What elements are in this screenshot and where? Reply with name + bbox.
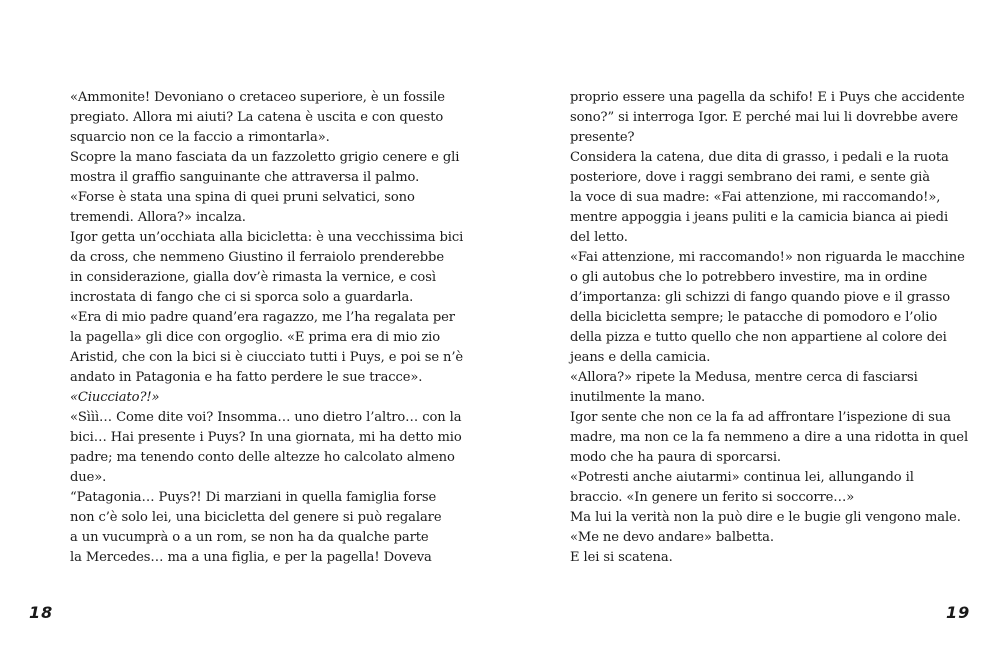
text-line: Considera la catena, due dita di grasso, i pedali e la ruota xyxy=(570,150,949,165)
text-line: andato in Patagonia e ha fatto perdere le sue tracce». xyxy=(70,370,423,385)
text-line: Igor sente che non ce la fa ad affrontare l’ispezione di sua xyxy=(570,410,951,425)
text-line: d’importanza: gli schizzi di fango quando piove e il grasso xyxy=(570,290,950,305)
text-line: della bicicletta sempre; le patacche di pomodoro e l’olio xyxy=(570,310,938,325)
text-line: Aristid, che con la bici si è ciucciato tutti i Puys, e poi se n’è xyxy=(70,350,464,365)
text-line: in considerazione, gialla dov’è rimasta la vernice, e così xyxy=(70,270,436,285)
text-line: pregiato. Allora mi aiuti? La catena è uscita e con questo xyxy=(70,110,444,125)
text-line: mentre appoggia i jeans puliti e la camicia bianca ai piedi xyxy=(570,210,949,225)
text-line: la voce di sua madre: «Fai attenzione, mi raccomando!», xyxy=(570,190,941,205)
text-line: la Mercedes… ma a una figlia, e per la pagella! Doveva xyxy=(70,550,432,565)
text-line: due». xyxy=(70,470,107,485)
text-line: mostra il graffio sanguinante che attraversa il palmo. xyxy=(70,170,420,185)
text-line: inutilmente la mano. xyxy=(570,390,706,405)
text-line: Ma lui la verità non la può dire e le bugie gli vengono male. xyxy=(570,510,961,525)
text-line: squarcio non ce la faccio a rimontarla». xyxy=(70,130,330,145)
left-text-column xyxy=(70,88,464,568)
text-line: presente? xyxy=(570,130,635,145)
text-line: modo che ha paura di sporcarsi. xyxy=(570,450,781,465)
text-line: posteriore, dove i raggi sembrano dei rami, e sente già xyxy=(570,170,930,185)
text-line: non c’è solo lei, una bicicletta del genere si può regalare xyxy=(70,510,442,525)
text-line: «Fai attenzione, mi raccomando!» non riguarda le macchine xyxy=(570,250,965,265)
text-line: da cross, che nemmeno Giustino il ferraiolo prenderebbe xyxy=(70,250,444,265)
text-line: sono?” si interroga Igor. E perché mai lui li dovrebbe avere xyxy=(570,110,959,125)
text-line: della pizza e tutto quello che non appartiene al colore dei xyxy=(570,330,947,345)
text-line: «Ammonite! Devoniano o cretaceo superiore, è un fossile xyxy=(70,90,445,105)
text-line: Igor getta un’occhiata alla bicicletta: è una vecchissima bici xyxy=(70,230,464,245)
text-line: madre, ma non ce la fa nemmeno a dire a una ridotta in quel xyxy=(570,430,969,445)
text-line: Scopre la mano fasciata da un fazzoletto grigio cenere e gli xyxy=(70,150,460,165)
text-line: o gli autobus che lo potrebbero investire, ma in ordine xyxy=(570,270,928,285)
text-line: E lei si scatena. xyxy=(570,550,673,565)
text-line: “Patagonia… Puys?! Di marziani in quella famiglia forse xyxy=(70,490,437,505)
page-number: 19 xyxy=(946,603,971,622)
text-line: incrostata di fango che ci si sporca solo a guardarla. xyxy=(70,290,414,305)
text-line: «Me ne devo andare» balbetta. xyxy=(570,530,774,545)
right-page xyxy=(500,0,1000,656)
text-line: «Allora?» ripete la Medusa, mentre cerca di fasciarsi xyxy=(570,370,918,385)
text-line: la pagella» gli dice con orgoglio. «E prima era di mio zio xyxy=(70,330,440,345)
text-line: del letto. xyxy=(570,230,628,245)
text-line: a un vucumprà o a un rom, se non ha da qualche parte xyxy=(70,530,429,545)
text-line: braccio. «In genere un ferito si soccorre…» xyxy=(570,490,855,505)
text-line: jeans e della camicia. xyxy=(570,350,711,365)
text-line: padre; ma tenendo conto delle altezze ho calcolato almeno xyxy=(70,450,455,465)
text-line: tremendi. Allora?» incalza. xyxy=(70,210,246,225)
text-line: «Forse è stata una spina di quei pruni selvatici, sono xyxy=(70,190,415,205)
text-line: «Ciucciato?!» xyxy=(70,390,160,405)
text-line: «Sììì… Come dite voi? Insomma… uno dietro l’altro… con la xyxy=(70,410,462,425)
text-line: «Era di mio padre quand’era ragazzo, me l’ha regalata per xyxy=(70,310,455,325)
text-line: proprio essere una pagella da schifo! E i Puys che accidente xyxy=(570,90,965,105)
text-line: bici… Hai presente i Puys? In una giornata, mi ha detto mio xyxy=(70,430,462,445)
right-text-column xyxy=(570,88,969,568)
text-line: «Potresti anche aiutarmi» continua lei, allungando il xyxy=(570,470,914,485)
page-number: 18 xyxy=(29,603,54,622)
